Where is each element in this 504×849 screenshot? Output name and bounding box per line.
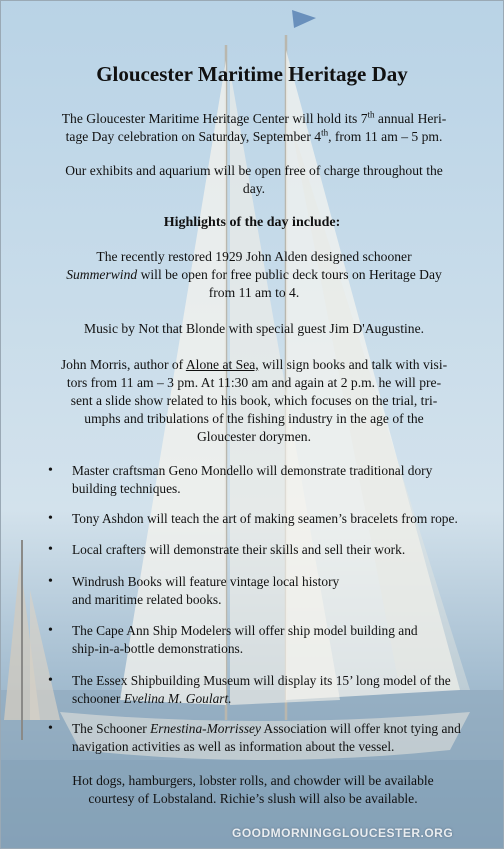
bullet-icon: •	[48, 542, 53, 557]
watermark: GOODMORNINGGLOUCESTER.ORG	[232, 826, 454, 840]
music-paragraph: Music by Not that Blonde with special guest Jim D'Augustine.	[84, 321, 424, 336]
bullet-icon: •	[48, 623, 53, 638]
intro-paragraph: The Gloucester Maritime Heritage Center will hold its 7th annual Heri- tage Day celebration on Saturday, September 4th, from 11 am – 5 pm.	[61, 109, 447, 144]
heritage-day-flyer: Gloucester Maritime Heritage Day The Gloucester Maritime Heritage Center will hold its 7th annual Heri- tage Day celebration on Saturday, September 4th, from 11 am – 5 pm. Our exhibits and aquarium will be open free of charge throughout the day. Highlights of the day include: The recently restored 1929 John Alden designed schooner Summerwind will be open for free public deck tours on Heritage Day from 11 am to 4. Music by Not that Blonde with special guest Jim D'Augustine. John Morris, author of Alone at Sea, will sign books and talk with visi- tors from 11 am – 3 pm. At 11:30 am and again at 2 p.m. he will pre- sent a slide show related to his book, which focuses on the trial, tri- umphs and tribulations of the fishing industry in the age of the Gloucester dorymen. • Master craftsman Geno Mondello will demonstrate traditional dory building techniques. • Tony Ashdon will teach the art of making seamen’s bracelets from rope. • Local crafters will demonstrate their skills and sell their work. • Windrush Books will feature vintage local history and maritime related books. • The Cape Ann Ship Modelers will offer ship model building and ship-in-a-bottle demonstrations. • The Essex Shipbuilding Museum will display its 15’ long model of the schooner Evelina M. Goulart. • The Schooner Ernestina-Morrissey Association will offer knot tying and navigation activities as well as information about the vessel. Hot dogs, hamburgers, lobster rolls, and chowder will be available courtesy of Lobstaland. Richie’s slush will also be available. GOODMORNINGGLOUCESTER.ORG	[0, 0, 504, 849]
schooner-paragraph: The recently restored 1929 John Alden designed schooner Summerwind will be open for free public deck tours on Heritage Day from 11 am to 4.	[66, 249, 442, 300]
bullet-icon: •	[48, 511, 53, 526]
book-title: Alone at Sea,	[185, 357, 259, 372]
bullet-icon: •	[48, 463, 53, 478]
highlights-heading: Highlights of the day include:	[163, 215, 341, 230]
exhibits-paragraph: Our exhibits and aquarium will be open free of charge throughout the day.	[65, 163, 443, 196]
bullet-icon: •	[48, 721, 53, 736]
page-title: Gloucester Maritime Heritage Day	[96, 62, 408, 86]
bullet-icon: •	[48, 673, 53, 688]
bullet-icon: •	[48, 574, 53, 589]
author-paragraph: John Morris, author of Alone at Sea, will sign books and talk with visi- tors from 11 am – 3 pm. At 11:30 am and again at 2 p.m. he will pre- sent a slide show related to his book, which focuses on the trial, tri- umphs and tribulations of the fishing industry in the age of the Gloucester dorymen.	[60, 357, 448, 444]
food-paragraph: Hot dogs, hamburgers, lobster rolls, and chowder will be available courtesy of Lobstaland. Richie’s slush will also be available.	[72, 773, 434, 806]
